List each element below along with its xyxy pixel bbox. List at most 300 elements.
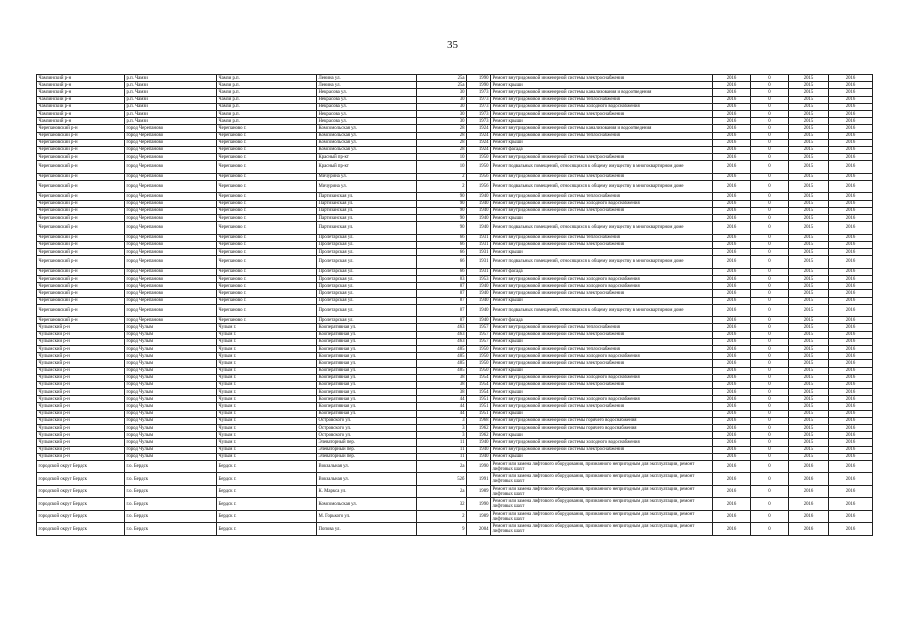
table-cell: Ремонт внутридомовой инженерной системы канализования и водоотведения [491,125,713,132]
table-cell: город Чулым [125,446,217,453]
table-cell: Ремонт фасада [491,317,713,324]
table-cell: 30 [417,110,467,117]
table-cell: Ремонт внутридомовой инженерной системы горячего водоснабжения [491,425,713,432]
table-cell: Черепановский р-н [37,297,125,304]
table-cell: 1973 [467,89,491,96]
table-cell: 1940 [467,283,491,290]
table-cell: Ремонт внутридомовой инженерной системы электроснабжения [491,154,713,161]
table-row [37,290,873,297]
capital-repair-table [36,74,873,536]
table-cell: Чамзинский р-н [37,82,125,89]
table-cell: 2016 [713,283,751,290]
table-cell: 28 [417,146,467,153]
table-cell: Черепановский р-н [37,207,125,214]
table-cell: Ремонт или замена лифтового оборудования, признанного непригодным для эксплуатации, ремонт лифтовых шахт [491,510,713,523]
table-row [37,381,873,388]
table-cell: 2016 [713,256,751,269]
table-cell: 0 [751,283,789,290]
table-cell: 0 [751,374,789,381]
table-cell: Ремонт крыши [491,367,713,374]
table-cell: 30 [417,96,467,103]
table-row [37,275,873,282]
table-cell: 1940 [467,215,491,222]
table-cell: 0 [751,367,789,374]
table-cell: 0 [751,234,789,241]
table-cell: 2015 [789,96,829,103]
table-cell: Ремонт внутридомовой инженерной системы электроснабжения [491,360,713,367]
table-cell: Чулым г. [217,345,317,352]
table-cell: Чулымский р-н [37,367,125,374]
table-cell: 2016 [713,297,751,304]
table-cell: 87 [417,283,467,290]
table-cell: Бердск г. [217,460,317,473]
table-cell: Кооперативная ул. [317,360,417,367]
table-cell: 2016 [713,381,751,388]
table-cell: Ремонт внутридомовой инженерной системы электроснабжения [491,331,713,338]
table-cell: город Чулым [125,453,217,460]
table-cell: Комсомольская ул. [317,498,417,511]
table-cell: 2016 [829,290,873,297]
table-cell: 0 [751,297,789,304]
table-cell: Чамзинский р-н [37,103,125,110]
table-cell: город Черепаново [125,215,217,222]
table-cell: 0 [751,146,789,153]
table-cell: 28 [417,139,467,146]
table-cell: 2016 [829,331,873,338]
table-cell: 2 [417,173,467,180]
table-cell: 0 [751,389,789,396]
table-cell: 0 [751,249,789,256]
table-cell: Ремонт внутридомовой инженерной системы теплоснабжения [491,96,713,103]
table-cell: 2016 [829,317,873,324]
table-cell: 1924 [467,132,491,139]
table-cell: Ремонт внутридомовой инженерной системы теплоснабжения [491,345,713,352]
table-cell: 1951 [467,410,491,417]
table-cell: 2016 [713,103,751,110]
table-cell: Ремонт крыши [491,432,713,439]
table-cell: город Чулым [125,396,217,403]
table-row [37,485,873,498]
table-cell: 0 [751,215,789,222]
table-cell: 0 [751,446,789,453]
table-cell: 2016 [829,180,873,193]
table-cell: 44 [417,410,467,417]
table-row [37,118,873,125]
table-cell: Ремонт внутридомовой инженерной системы электроснабжения [491,75,713,82]
table-cell: 28 [417,132,467,139]
table-row [37,446,873,453]
table-cell: Чулымский р-н [37,446,125,453]
table-cell: город Черепаново [125,139,217,146]
table-cell: 2015 [789,297,829,304]
table-cell: Ремонт внутридомовой инженерной системы теплоснабжения [491,234,713,241]
table-cell: 0 [751,498,789,511]
table-row [37,89,873,96]
table-cell: Черепановский р-н [37,146,125,153]
table-cell: 1931 [467,268,491,275]
table-cell: Ремонт крыши [491,139,713,146]
table-row [37,234,873,241]
table-cell: Островского ул. [317,417,417,424]
table-cell: 0 [751,425,789,432]
table-cell: Ремонт подвальных помещений, относящихся к общему имуществу в многоквартирном доме [491,180,713,193]
table-cell: город Черепаново [125,275,217,282]
table-cell: 44 [417,396,467,403]
table-cell: 2016 [713,446,751,453]
table-cell: 2016 [713,389,751,396]
table-cell: р.п. Чамзи [125,110,217,117]
table-cell: Чулым г. [217,446,317,453]
table-cell: Чулымский р-н [37,381,125,388]
table-cell: 38 [417,381,467,388]
table-cell: 2015 [789,425,829,432]
table-cell: Чулым г. [217,353,317,360]
table-cell: 2016 [829,417,873,424]
table-cell: Чулым г. [217,453,317,460]
table-cell: 1990 [467,498,491,511]
table-cell: 0 [751,241,789,248]
table-cell: Чамзинский р-н [37,75,125,82]
table-row [37,268,873,275]
table-cell: 2016 [829,215,873,222]
table-cell: город Чулым [125,389,217,396]
table-cell: 2016 [713,161,751,174]
table-cell: Красный пр-кт [317,161,417,174]
table-cell: 0 [751,417,789,424]
table-cell: Ремонт крыши [491,410,713,417]
table-cell: Некрасова ул. [317,110,417,117]
table-cell: Комсомольская ул. [317,139,417,146]
table-cell: 1990 [467,460,491,473]
table-cell: Кооперативная ул. [317,345,417,352]
table-cell: Кооперативная ул. [317,338,417,345]
table-cell: Бердск г. [217,510,317,523]
table-row [37,338,873,345]
table-cell: 87 [417,304,467,317]
table-row [37,453,873,460]
table-cell: Комсомольская ул. [317,125,417,132]
table-cell: 2015 [789,283,829,290]
table-cell: Комсомольская ул. [317,132,417,139]
table-cell: Черепаново г. [217,215,317,222]
table-cell: 90 [417,222,467,235]
table-row [37,297,873,304]
table-cell: 0 [751,453,789,460]
table-cell: 2016 [713,324,751,331]
table-cell: 2016 [789,485,829,498]
table-cell: 38 [417,374,467,381]
table-cell: 2015 [789,249,829,256]
table-cell: Чулымский р-н [37,360,125,367]
table-cell: 1940 [467,200,491,207]
table-body [37,75,873,536]
table-row [37,473,873,486]
table-cell: 1940 [467,317,491,324]
table-cell: Пролетарская ул. [317,304,417,317]
table-cell: 2016 [713,82,751,89]
table-cell: 485 [417,367,467,374]
table-cell: 52б [417,473,467,486]
table-cell: 2016 [829,460,873,473]
table-cell: 2016 [713,200,751,207]
table-cell: 2016 [713,125,751,132]
table-row [37,132,873,139]
table-cell: Ремонт крыши [491,338,713,345]
table-cell: 1940 [467,446,491,453]
table-cell: 2016 [713,338,751,345]
table-cell: 2016 [713,173,751,180]
table-cell: Черепаново г. [217,256,317,269]
table-cell: 3 [417,425,467,432]
table-cell: 2016 [713,439,751,446]
table-cell: Чамзинский р-н [37,118,125,125]
table-cell: Черепаново г. [217,241,317,248]
table-cell: 1940 [467,304,491,317]
table-cell: Ремонт крыши [491,453,713,460]
table-cell: 2016 [713,353,751,360]
table-cell: Черепаново г. [217,290,317,297]
table-cell: Кооперативная ул. [317,410,417,417]
table-cell: К. Маркса ул. [317,485,417,498]
table-row [37,389,873,396]
table-cell: город Черепаново [125,132,217,139]
table-cell: 2015 [789,103,829,110]
table-cell: Черепаново г. [217,125,317,132]
table-cell: 1931 [467,234,491,241]
table-cell: 2016 [829,304,873,317]
table-cell: 1954 [467,374,491,381]
table-cell: 2015 [789,268,829,275]
table-cell: 2016 [713,110,751,117]
table-cell: Островского ул. [317,432,417,439]
table-cell: 2015 [789,374,829,381]
table-cell: Чамзи р.п. [217,103,317,110]
table-cell: 2015 [789,381,829,388]
table-cell: 25а [417,75,467,82]
table-cell: 485 [417,353,467,360]
table-cell: 1957 [467,331,491,338]
table-cell: 9 [417,523,467,536]
table-cell: 1951 [467,396,491,403]
table-row [37,125,873,132]
table-cell: Чулым г. [217,374,317,381]
table-cell: 2016 [829,338,873,345]
table-cell: Кооперативная ул. [317,324,417,331]
table-cell: Чулымский р-н [37,432,125,439]
table-cell: Ремонт внутридомовой инженерной системы холодного водоснабжения [491,103,713,110]
table-row [37,215,873,222]
table-cell: город Черепаново [125,125,217,132]
table-cell: 2016 [713,139,751,146]
table-cell: 0 [751,96,789,103]
table-cell: Черепаново г. [217,193,317,200]
table-cell: 463 [417,331,467,338]
table-cell: 2016 [829,268,873,275]
table-cell: Чулым г. [217,381,317,388]
table-cell: город Чулым [125,374,217,381]
table-cell: Чамзи р.п. [217,89,317,96]
table-cell: 2015 [789,241,829,248]
table-cell: Ремонт внутридомовой инженерной системы теплоснабжения [491,193,713,200]
table-cell: Чамзи р.п. [217,96,317,103]
table-cell: Чулымский р-н [37,403,125,410]
table-cell: город Черепаново [125,283,217,290]
table-cell: 2015 [789,410,829,417]
table-cell: город Черепаново [125,222,217,235]
table-cell: 2016 [829,75,873,82]
table-cell: город Чулым [125,403,217,410]
table-cell: 2016 [713,367,751,374]
table-cell: 1940 [467,207,491,214]
table-cell: 11 [417,439,467,446]
table-cell: 2016 [829,510,873,523]
table-cell: 1962 [467,432,491,439]
table-cell: 0 [751,353,789,360]
table-cell: город Черепаново [125,207,217,214]
table-cell: городской округ Бердск [37,473,125,486]
table-cell: Пролетарская ул. [317,234,417,241]
table-cell: Черепановский р-н [37,193,125,200]
table-cell: 2016 [713,215,751,222]
table-cell: 2016 [713,268,751,275]
table-cell: Ленина ул. [317,82,417,89]
table-cell: Красный пр-кт [317,154,417,161]
table-cell: 2016 [829,173,873,180]
table-cell: 2016 [829,103,873,110]
table-cell: Пролетарская ул. [317,256,417,269]
table-cell: Черепановский р-н [37,234,125,241]
table-cell: 10 [417,154,467,161]
table-cell: 66 [417,241,467,248]
table-cell: городской округ Бердск [37,460,125,473]
table-cell: 87 [417,317,467,324]
table-cell: Чулым г. [217,396,317,403]
table-cell: 2016 [829,146,873,153]
table-cell: Чулымский р-н [37,338,125,345]
table-cell: 87 [417,297,467,304]
table-cell: 2016 [713,345,751,352]
table-row [37,432,873,439]
table-cell: Чулым г. [217,324,317,331]
table-cell: 2016 [789,510,829,523]
table-cell: 2а [417,485,467,498]
table-cell: Ремонт внутридомовой инженерной системы теплоснабжения [491,132,713,139]
table-cell: г.о. Бердск [125,523,217,536]
table-cell: Пролетарская ул. [317,283,417,290]
table-cell: Ремонт внутридомовой инженерной системы холодного водоснабжения [491,283,713,290]
table-cell: 2016 [789,523,829,536]
table-cell: 1931 [467,256,491,269]
table-cell: 1950 [467,161,491,174]
table-cell: Черепаново г. [217,234,317,241]
table-row [37,173,873,180]
table-cell: 32 [417,498,467,511]
table-cell: 2015 [789,89,829,96]
table-cell: Партизанская ул. [317,222,417,235]
table-cell: Черепановский р-н [37,222,125,235]
table-cell: город Черепаново [125,256,217,269]
table-cell: 2016 [829,275,873,282]
table-cell: 2015 [789,360,829,367]
table-cell: 11 [417,446,467,453]
table-cell: Пролетарская ул. [317,241,417,248]
table-cell: г.о. Бердск [125,510,217,523]
table-cell: Чулымский р-н [37,374,125,381]
table-cell: Ремонт внутридомовой инженерной системы теплоснабжения [491,324,713,331]
table-cell: 2015 [789,146,829,153]
table-cell: Пролетарская ул. [317,317,417,324]
table-cell: 0 [751,403,789,410]
table-cell: 2016 [829,283,873,290]
table-row [37,207,873,214]
table-cell: 2004 [467,523,491,536]
table-cell: 2016 [713,180,751,193]
table-cell: 2016 [713,523,751,536]
table-cell: 2016 [713,473,751,486]
table-cell: г.о. Бердск [125,473,217,486]
table-cell: 2015 [789,82,829,89]
table-cell: городской округ Бердск [37,523,125,536]
table-cell: Некрасова ул. [317,96,417,103]
table-cell: город Черепаново [125,241,217,248]
table-row [37,439,873,446]
table-cell: город Чулым [125,432,217,439]
table-cell: 2016 [829,353,873,360]
table-cell: 0 [751,256,789,269]
table-cell: Черепаново г. [217,161,317,174]
table-cell: 2016 [713,222,751,235]
table-cell: 2015 [789,304,829,317]
table-cell: 2015 [789,118,829,125]
table-cell: Черепановский р-н [37,180,125,193]
table-cell: Ремонт внутридомовой инженерной системы электроснабжения [491,446,713,453]
table-cell: Черепановский р-н [37,200,125,207]
table-cell: Ремонт внутридомовой инженерной системы холодного водоснабжения [491,396,713,403]
table-cell: Черепаново г. [217,207,317,214]
table-cell: Пролетарская ул. [317,268,417,275]
table-cell: 0 [751,89,789,96]
table-cell: 2015 [789,173,829,180]
table-cell: 2016 [713,453,751,460]
table-cell: 30 [417,89,467,96]
table-cell: Черепаново г. [217,304,317,317]
table-cell: Некрасова ул. [317,103,417,110]
table-cell: Попова ул. [317,523,417,536]
table-cell: 2016 [829,473,873,486]
table-cell: р.п. Чамзи [125,89,217,96]
table-cell: 66 [417,249,467,256]
table-cell: 0 [751,82,789,89]
table-cell: г.о. Бердск [125,485,217,498]
table-cell: 0 [751,268,789,275]
table-row [37,283,873,290]
table-cell: 2016 [713,417,751,424]
table-cell: Ремонт фасада [491,146,713,153]
table-cell: Черепановский р-н [37,290,125,297]
table-cell: 1950 [467,154,491,161]
table-cell: 90 [417,215,467,222]
table-cell: Чамзи р.п. [217,118,317,125]
table-row [37,353,873,360]
table-cell: город Черепаново [125,200,217,207]
table-cell: 463 [417,338,467,345]
table-row [37,110,873,117]
table-cell: Ремонт подвальных помещений, относящихся к общему имуществу в многоквартирном доме [491,256,713,269]
table-cell: Чулымский р-н [37,410,125,417]
table-cell: 2016 [829,193,873,200]
table-cell: 2016 [829,410,873,417]
table-cell: 0 [751,222,789,235]
